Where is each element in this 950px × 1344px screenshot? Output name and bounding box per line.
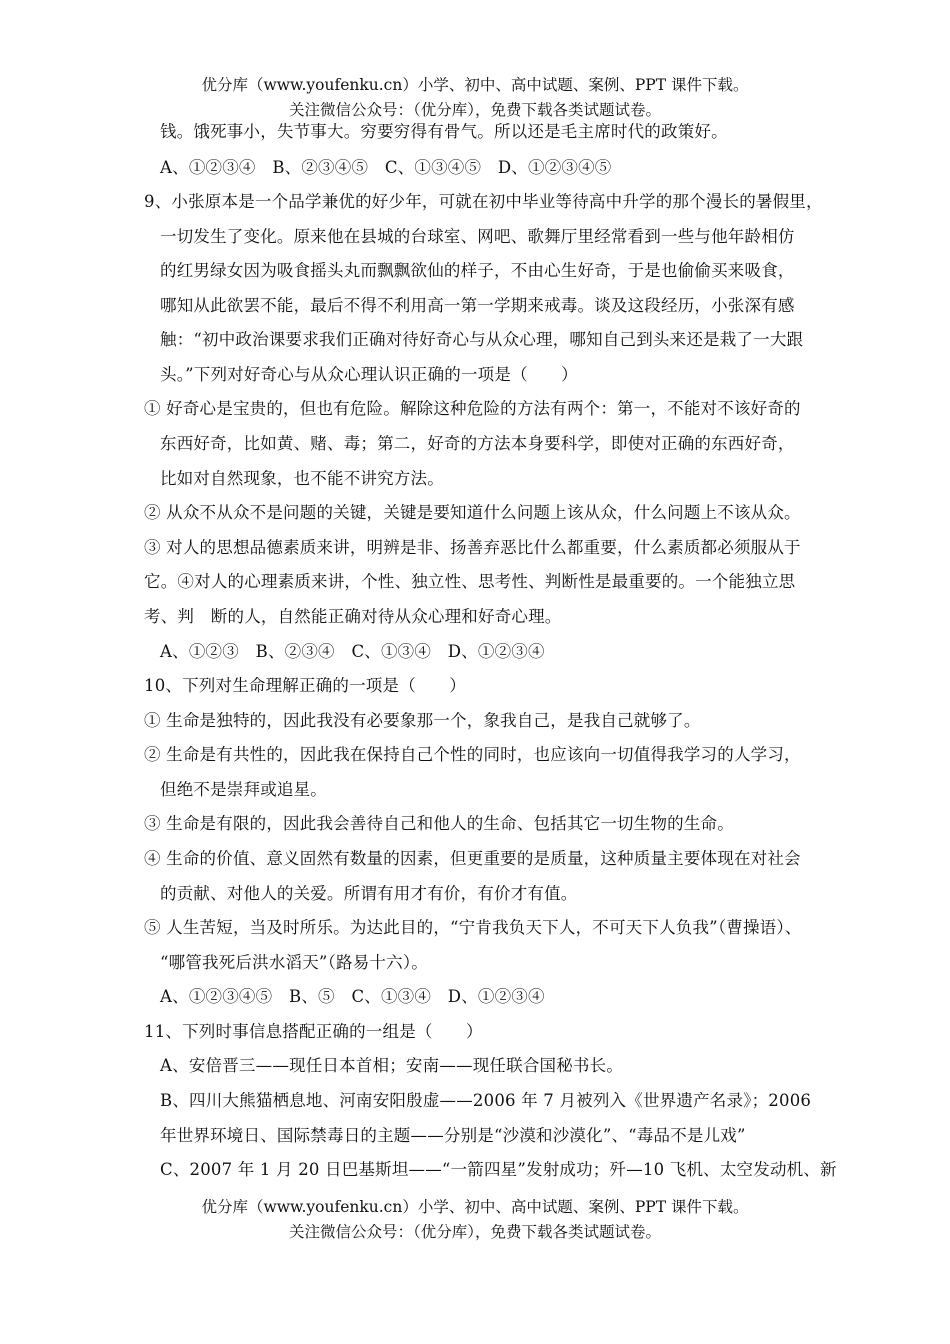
text-line: 头。”下列对好奇心与从众心理认识正确的一项是（ ）	[160, 365, 578, 384]
statement-5: ⑤ 人生苦短，当及时所乐。为达此目的，“宁肯我负天下人，不可天下人负我”（曹操语）、	[144, 918, 802, 937]
footer-line-2: 关注微信公众号：（优分库），免费下载各类试题试卷。	[288, 1223, 661, 1241]
question-10-title: 10、下列对生命理解正确的一项是（ ）	[144, 676, 466, 695]
text-line: 触：“初中政治课要求我们正确对待好奇心与从众心理，哪知自己到头来还是栽了一大跟	[160, 330, 804, 349]
answer-options: A、①②③④⑤ B、⑤ C、①③④ D、①②③④	[160, 987, 545, 1006]
question-11-title: 11、下列时事信息搭配正确的一组是（ ）	[144, 1022, 483, 1041]
text-line: 一切发生了变化。原来他在县城的台球室、网吧、歌舞厅里经常看到一些与他年龄相仿	[160, 227, 795, 246]
option-c: C、2007 年 1 月 20 日巴基斯坦——“一箭四星”发射成功；歼—10 飞机、太空发动机、新	[160, 1160, 837, 1179]
text-line: 钱。饿死事小，失节事大。穷要穷得有骨气。所以还是毛主席时代的政策好。	[160, 122, 728, 141]
text-line: 但绝不是崇拜或追星。	[160, 780, 327, 799]
footer-line-1: 优分库（www.youfenku.cn）小学、初中、高中试题、案例、PPT 课件下载。	[201, 1198, 749, 1216]
text-line: 年世界环境日、国际禁毒日的主题——分别是“沙漠和沙漠化”、“毒品不是儿戏”	[160, 1126, 746, 1145]
text-line: 东西好奇，比如黄、赌、毒；第二，好奇的方法本身要科学，即使对正确的东西好奇，	[160, 434, 795, 453]
text-line: 考、判 断的人，自然能正确对待从众心理和好奇心理。	[144, 607, 562, 626]
text-line: 比如对自然现象，也不能不讲究方法。	[160, 469, 444, 488]
option-b: B、四川大熊猫栖息地、河南安阳殷虚——2006 年 7 月被列入《世界遗产名录》；2006	[160, 1091, 812, 1110]
text-line: 它。④对人的心理素质来讲，个性、独立性、思考性、判断性是最重要的。一个能独立思	[144, 572, 796, 591]
text-line: 的红男绿女因为吸食摇头丸而飘飘欲仙的样子，不由心生好奇，于是也偷偷买来吸食，	[160, 261, 795, 280]
text-line: 哪知从此欲罢不能，最后不得不利用高一第一学期来戒毒。谈及这段经历，小张深有感	[160, 296, 795, 315]
question-9-title: 9、小张原本是一个品学兼优的好少年，可就在初中毕业等待高中升学的那个漫长的暑假里，	[144, 192, 823, 211]
statement-2: ② 从众不从众不是问题的关键，关键是要知道什么问题上该从众，什么问题上不该从众。	[144, 503, 801, 522]
text-line: 的贡献、对他人的关爱。所谓有用才有价，有价才有值。	[160, 884, 578, 903]
statement-1: ① 生命是独特的，因此我没有必要象那一个，象我自己，是我自己就够了。	[144, 711, 701, 730]
statement-1: ① 好奇心是宝贵的，但也有危险。解除这种危险的方法有两个：第一，不能对不该好奇的	[144, 399, 801, 418]
header-line-2: 关注微信公众号：（优分库），免费下载各类试题试卷。	[288, 101, 661, 119]
statement-3: ③ 对人的思想品德素质来讲，明辨是非、扬善弃恶比什么都重要，什么素质都必须服从于	[144, 538, 801, 557]
option-a: A、安倍晋三——现任日本首相；安南——现任联合国秘书长。	[160, 1056, 624, 1075]
statement-3: ③ 生命是有限的，因此我会善待自己和他人的生命、包括其它一切生物的生命。	[144, 814, 734, 833]
statement-2: ② 生命是有共性的，因此我在保持自己个性的同时，也应该向一切值得我学习的人学习，	[144, 745, 801, 764]
header-line-1: 优分库（www.youfenku.cn）小学、初中、高中试题、案例、PPT 课件下载。	[201, 76, 749, 94]
statement-4: ④ 生命的价值、意义固然有数量的因素，但更重要的是质量，这种质量主要体现在对社会	[144, 849, 801, 868]
answer-options: A、①②③④ B、②③④⑤ C、①③④⑤ D、①②③④⑤	[160, 158, 612, 177]
answer-options: A、①②③ B、②③④ C、①③④ D、①②③④	[160, 642, 545, 661]
text-line: “哪管我死后洪水滔天”（路易十六）。	[160, 953, 428, 972]
